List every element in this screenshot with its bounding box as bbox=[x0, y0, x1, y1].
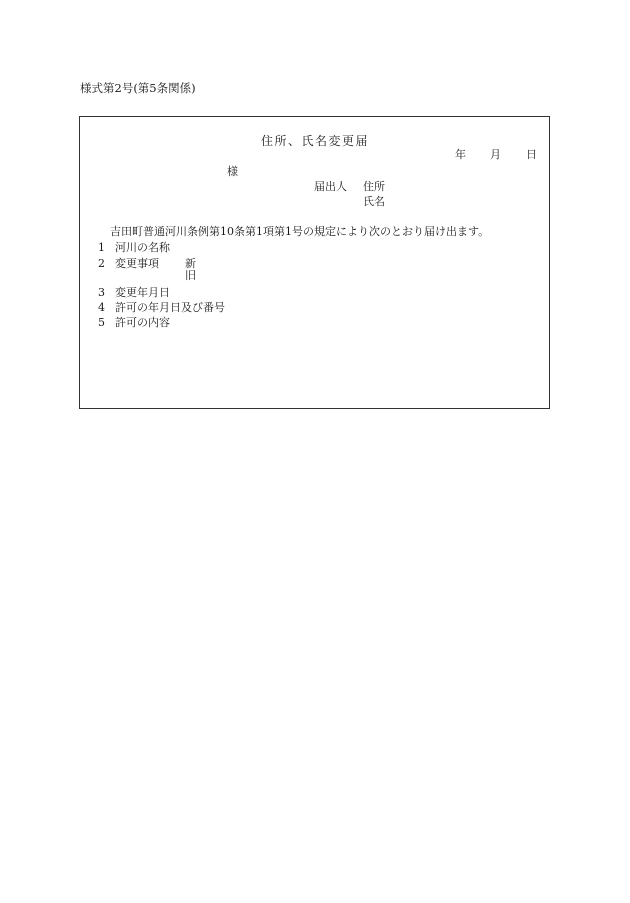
date-day-label: 日 bbox=[526, 148, 537, 161]
name-label: 氏名 bbox=[363, 195, 385, 208]
body-statement: 吉田町普通河川条例第10条第1項第1号の規定により次のとおり届け出ます。 bbox=[110, 225, 490, 238]
addressee-honorific: 様 bbox=[227, 165, 238, 178]
date-year-label: 年 bbox=[455, 148, 466, 161]
item-number: 1 bbox=[98, 241, 105, 254]
change-new-label: 新 bbox=[185, 257, 196, 270]
address-label: 住所 bbox=[363, 180, 385, 193]
item-permit-date-number: 許可の年月日及び番号 bbox=[115, 301, 225, 314]
item-river-name: 河川の名称 bbox=[115, 241, 170, 254]
form-title: 住所、氏名変更届 bbox=[261, 134, 370, 148]
change-old-label: 旧 bbox=[185, 269, 196, 282]
item-change-date: 変更年月日 bbox=[115, 286, 170, 299]
item-number: 3 bbox=[98, 286, 105, 299]
item-number: 5 bbox=[98, 316, 105, 329]
item-number: 4 bbox=[98, 301, 105, 314]
item-number: 2 bbox=[98, 257, 105, 270]
notification-form-box bbox=[79, 116, 550, 409]
form-number-label: 様式第2号(第5条関係) bbox=[80, 81, 196, 95]
applicant-label: 届出人 bbox=[314, 180, 347, 193]
date-month-label: 月 bbox=[490, 148, 501, 161]
item-permit-content: 許可の内容 bbox=[115, 316, 170, 329]
item-change-matters: 変更事項 bbox=[115, 257, 159, 270]
